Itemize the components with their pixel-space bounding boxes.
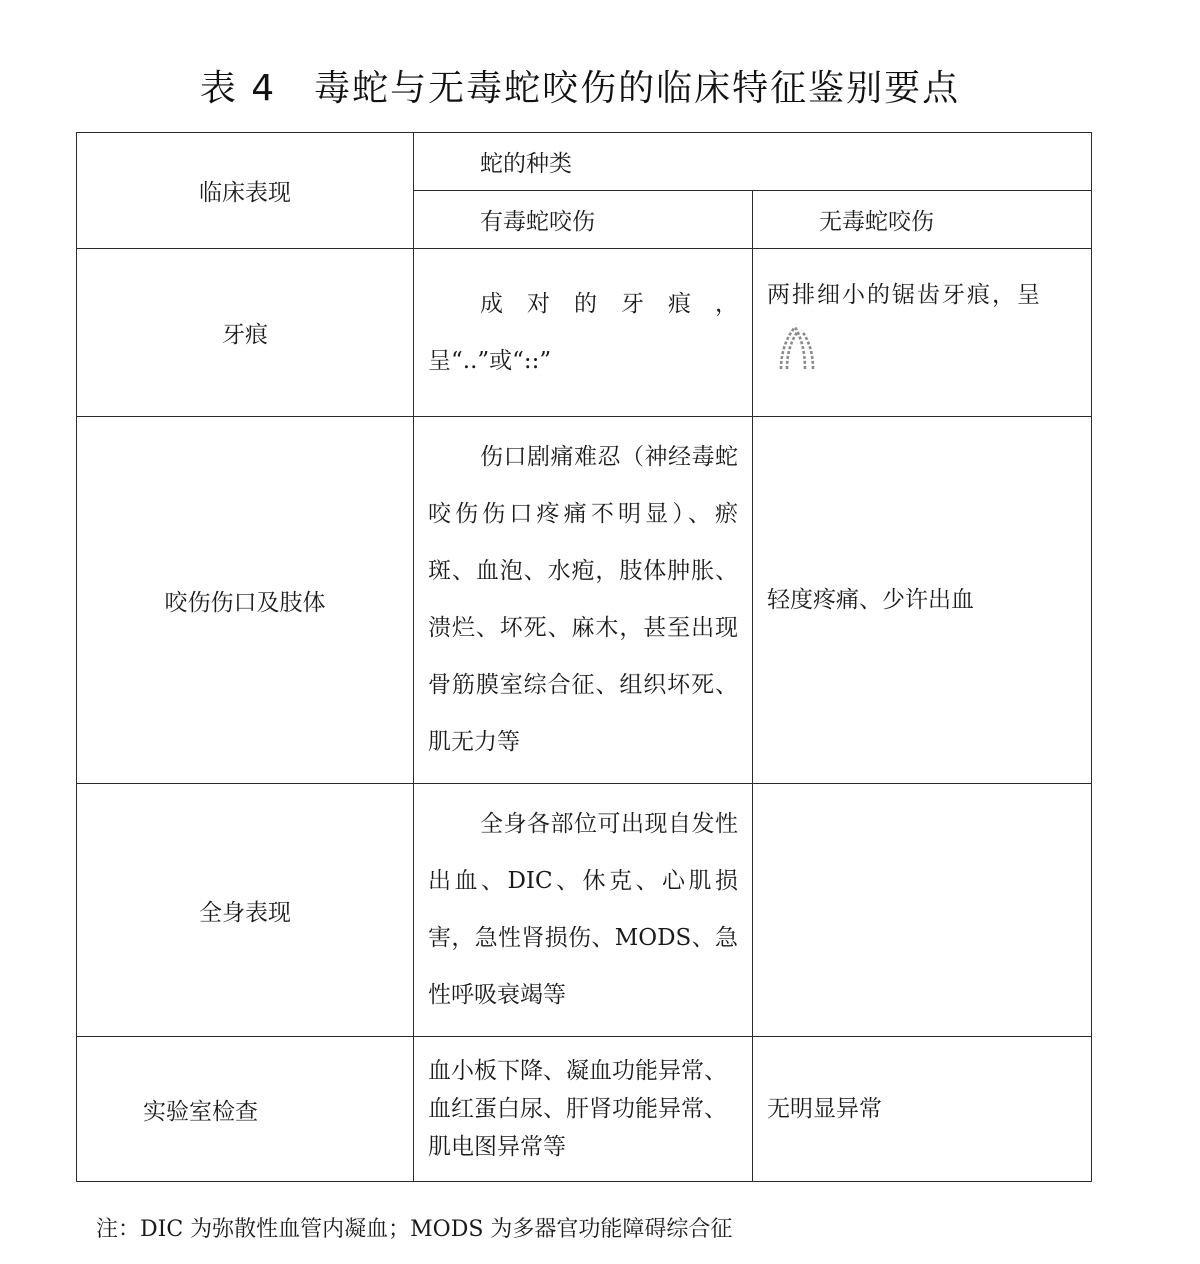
row-label: 牙痕 — [77, 249, 414, 417]
table-row — [77, 417, 1092, 784]
nonvenomous-cell — [753, 249, 1092, 417]
comparison-table — [76, 132, 1092, 1182]
row-label: 实验室检查 — [77, 1037, 414, 1182]
venomous-cell: 全身各部位可出现自发性出血、DIC、休克、心肌损害，急性肾损伤、MODS、急性呼吸衰竭等 — [414, 784, 753, 1037]
table-number: 表 4 — [199, 68, 277, 109]
nonvenomous-text: 两排细小的锯齿牙痕，呈 — [767, 282, 1042, 308]
venomous-cell: 成对的牙痕，呈“..”或“::” — [414, 249, 753, 417]
venomous-cell: 伤口剧痛难忍（神经毒蛇咬伤伤口疼痛不明显）、瘀斑、血泡、水疱，肢体肿胀、溃烂、坏死、麻木，甚至出现骨筋膜室综合征、组织坏死、肌无力等 — [414, 417, 753, 784]
nonvenomous-cell: 轻度疼痛、少许出血 — [753, 417, 1092, 784]
header-snake-type: 蛇的种类 — [414, 133, 1092, 191]
table-row — [77, 1037, 1092, 1182]
nonvenomous-cell: 无明显异常 — [753, 1037, 1092, 1182]
header-venomous: 有毒蛇咬伤 — [414, 191, 753, 249]
header-row-top — [77, 133, 1092, 191]
row-label: 咬伤伤口及肢体 — [77, 417, 414, 784]
row-label: 全身表现 — [77, 784, 414, 1037]
header-nonvenomous: 无毒蛇咬伤 — [753, 191, 1092, 249]
serrated-tooth-marks-icon — [767, 323, 827, 373]
table-note: 注：DIC 为弥散性血管内凝血；MODS 为多器官功能障碍综合征 — [96, 1217, 733, 1242]
table-row — [77, 249, 1092, 417]
header-clinical: 临床表现 — [77, 133, 414, 249]
table-row — [77, 784, 1092, 1037]
table-title-text: 毒蛇与无毒蛇咬伤的临床特征鉴别要点 — [314, 68, 961, 109]
table-title — [0, 60, 1160, 111]
nonvenomous-cell — [753, 784, 1092, 1037]
venomous-cell: 血小板下降、凝血功能异常、血红蛋白尿、肝肾功能异常、肌电图异常等 — [414, 1037, 753, 1182]
